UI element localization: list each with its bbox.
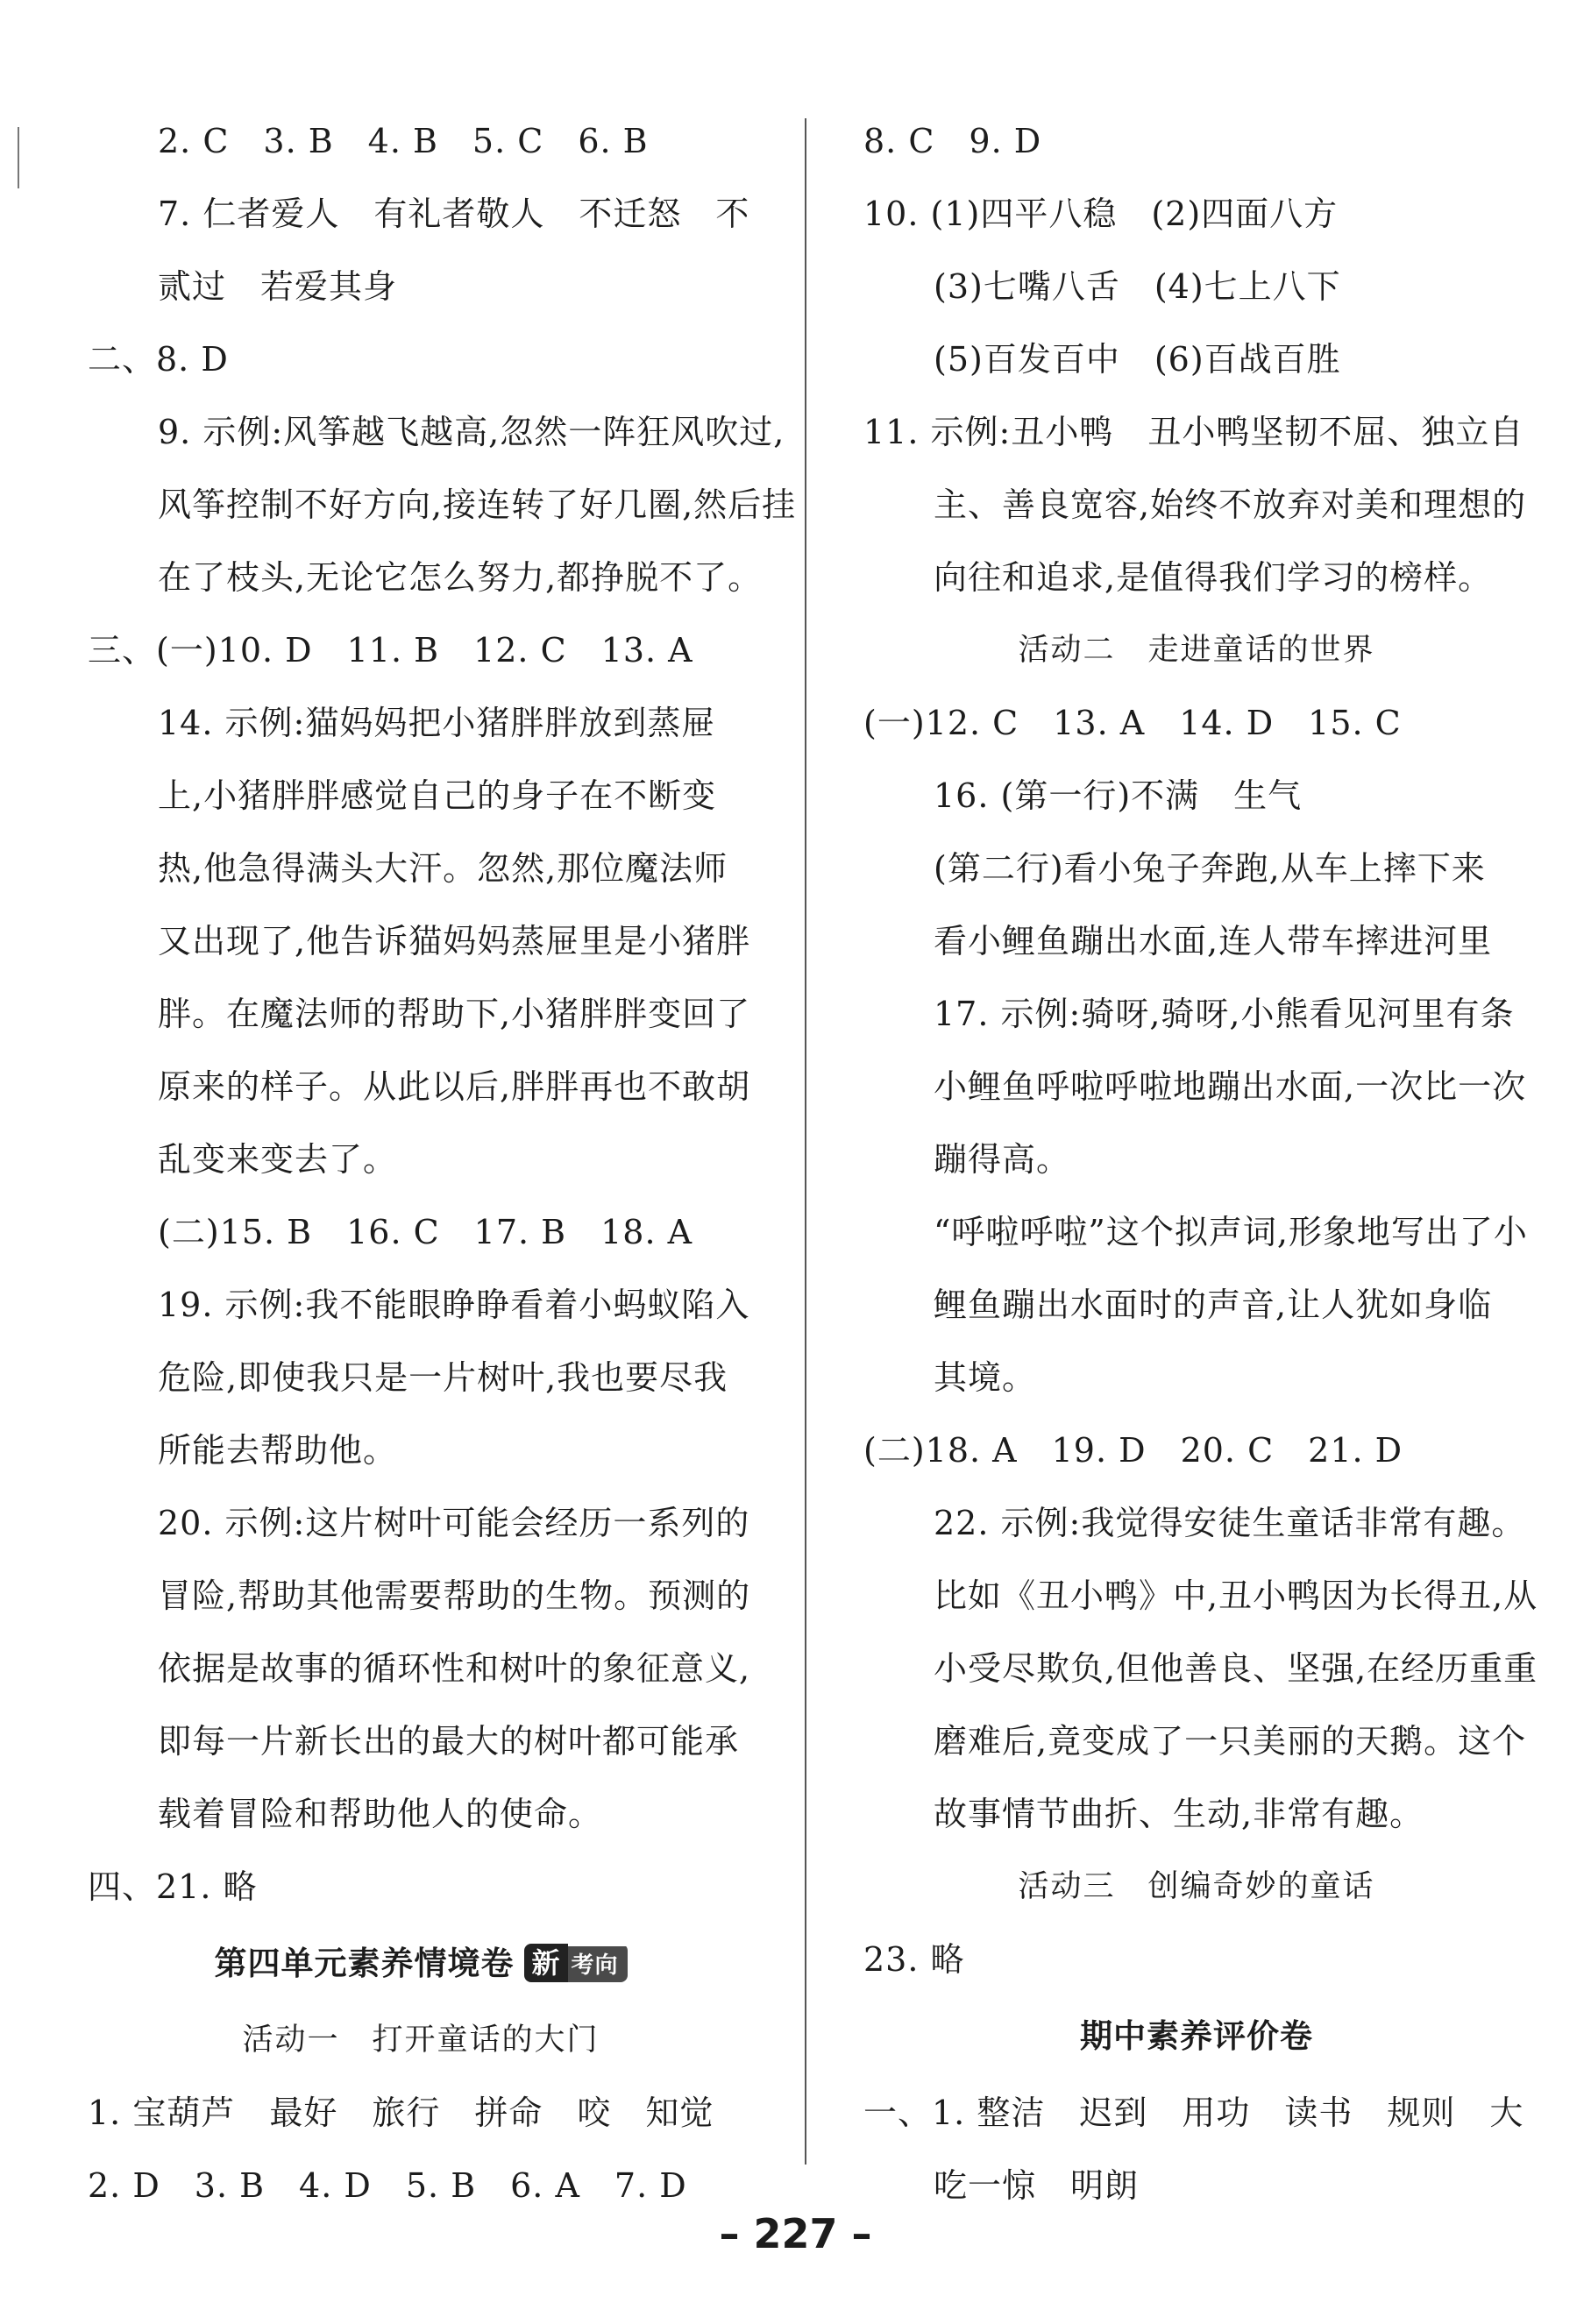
answer-line: 2. C 3. B 4. B 5. C 6. B <box>158 122 649 160</box>
new-trend-badge <box>524 1944 627 1982</box>
answer-line: 风筝控制不好方向,接连转了好几圈,然后挂 <box>158 485 797 524</box>
answer-line: 11. 示例:丑小鸭 丑小鸭坚韧不屈、独立自 <box>863 413 1524 451</box>
activity-heading: 活动二 走进童话的世界 <box>1018 633 1375 668</box>
answer-line: 14. 示例:猫妈妈把小猪胖胖放到蒸屉 <box>158 704 716 742</box>
answer-line: 其境。 <box>934 1358 1037 1397</box>
page-number: – 227 – <box>719 2210 872 2257</box>
answer-line: (第二行)看小兔子奔跑,从车上摔下来 <box>934 849 1486 888</box>
answer-line: 小受尽欺负,但他善良、坚强,在经历重重 <box>934 1649 1538 1688</box>
answer-line: 即每一片新长出的最大的树叶都可能承 <box>158 1722 740 1761</box>
section-heading-text: 期中素养评价卷 <box>1080 2017 1313 2055</box>
answer-line: 蹦得高。 <box>934 1140 1071 1179</box>
answer-line: 吃一惊 明朗 <box>934 2166 1140 2205</box>
answer-line: 又出现了,他告诉猫妈妈蒸屉里是小猪胖 <box>158 922 751 960</box>
activity-heading: 活动一 打开童话的大门 <box>242 2023 600 2058</box>
page-edge-mark <box>18 127 19 188</box>
answer-line: 胖。在魔法师的帮助下,小猪胖胖变回了 <box>158 995 751 1033</box>
answer-line: 一、1. 整洁 迟到 用功 读书 规则 大 <box>863 2094 1524 2132</box>
answer-line: 向往和追求,是值得我们学习的榜样。 <box>934 558 1493 597</box>
answer-line: 乱变来变去了。 <box>158 1140 398 1179</box>
activity-heading: 活动三 创编奇妙的童话 <box>1018 1869 1375 1904</box>
answer-line: “呼啦呼啦”这个拟声词,形象地写出了小 <box>934 1213 1528 1251</box>
answer-line: 16. (第一行)不满 生气 <box>934 776 1303 815</box>
answer-line: 原来的样子。从此以后,胖胖再也不敢胡 <box>158 1067 751 1106</box>
answer-line: 22. 示例:我觉得安徒生童话非常有趣。 <box>934 1504 1526 1542</box>
answer-line: 9. 示例:风筝越飞越高,忽然一阵狂风吹过, <box>158 413 785 451</box>
answer-line: 依据是故事的循环性和树叶的象征意义, <box>158 1649 751 1688</box>
column-divider <box>805 118 806 2165</box>
answer-line: 磨难后,竟变成了一只美丽的天鹅。这个 <box>934 1722 1527 1761</box>
answer-line: 17. 示例:骑呀,骑呀,小熊看见河里有条 <box>934 995 1515 1033</box>
answer-line: 主、善良宽容,始终不放弃对美和理想的 <box>934 485 1527 524</box>
section-heading <box>88 1924 754 2004</box>
answer-line: 20. 示例:这片树叶可能会经历一系列的 <box>158 1504 750 1542</box>
answer-line: 2. D 3. B 4. D 5. B 6. A 7. D <box>88 2166 687 2205</box>
badge-text: 考向 <box>568 1946 628 1982</box>
answer-line: 8. C 9. D <box>863 122 1042 160</box>
answer-line: 四、21. 略 <box>88 1867 258 1906</box>
answer-line: 鲤鱼蹦出水面时的声音,让人犹如身临 <box>934 1286 1493 1324</box>
answer-line: 7. 仁者爱人 有礼者敬人 不迁怒 不 <box>158 195 750 233</box>
answer-line: 故事情节曲折、生动,非常有趣。 <box>934 1795 1424 1833</box>
badge-text: 新 <box>524 1944 567 1982</box>
answer-line: (二)15. B 16. C 17. B 18. A <box>158 1213 693 1251</box>
right-column <box>863 105 1538 2222</box>
answer-line: 上,小猪胖胖感觉自己的身子在不断变 <box>158 776 717 815</box>
section-heading <box>863 1996 1530 2077</box>
answer-line: (5)百发百中 (6)百战百胜 <box>934 340 1341 379</box>
answer-line: 看小鲤鱼蹦出水面,连人带车摔进河里 <box>934 922 1493 960</box>
answer-line: (二)18. A 19. D 20. C 21. D <box>863 1431 1403 1470</box>
answer-line: 10. (1)四平八稳 (2)四面八方 <box>863 195 1339 233</box>
answer-line: 三、(一)10. D 11. B 12. C 13. A <box>88 631 693 670</box>
answer-line: 二、8. D <box>88 340 229 379</box>
answer-line: (一)12. C 13. A 14. D 15. C <box>863 704 1402 742</box>
answer-line: 比如《丑小鸭》中,丑小鸭因为长得丑,从 <box>934 1576 1538 1615</box>
answer-line: 小鲤鱼呼啦呼啦地蹦出水面,一次比一次 <box>934 1067 1527 1106</box>
answer-line: 1. 宝葫芦 最好 旅行 拼命 咬 知觉 <box>88 2094 714 2132</box>
answer-line: 热,他急得满头大汗。忽然,那位魔法师 <box>158 849 728 888</box>
answer-line: 19. 示例:我不能眼睁睁看着小蚂蚁陷入 <box>158 1286 750 1324</box>
section-heading-text: 第四单元素养情境卷 <box>214 1945 515 1982</box>
answer-line: 在了枝头,无论它怎么努力,都挣脱不了。 <box>158 558 763 597</box>
left-column <box>88 105 797 2222</box>
answer-line: 冒险,帮助其他需要帮助的生物。预测的 <box>158 1576 751 1615</box>
answer-line: (3)七嘴八舌 (4)七上八下 <box>934 267 1341 306</box>
answer-line: 23. 略 <box>863 1940 965 1979</box>
answer-line: 所能去帮助他。 <box>158 1431 398 1470</box>
answer-line: 贰过 若爱其身 <box>158 267 398 306</box>
answer-line: 载着冒险和帮助他人的使命。 <box>158 1795 603 1833</box>
answer-line: 危险,即使我只是一片树叶,我也要尽我 <box>158 1358 728 1397</box>
